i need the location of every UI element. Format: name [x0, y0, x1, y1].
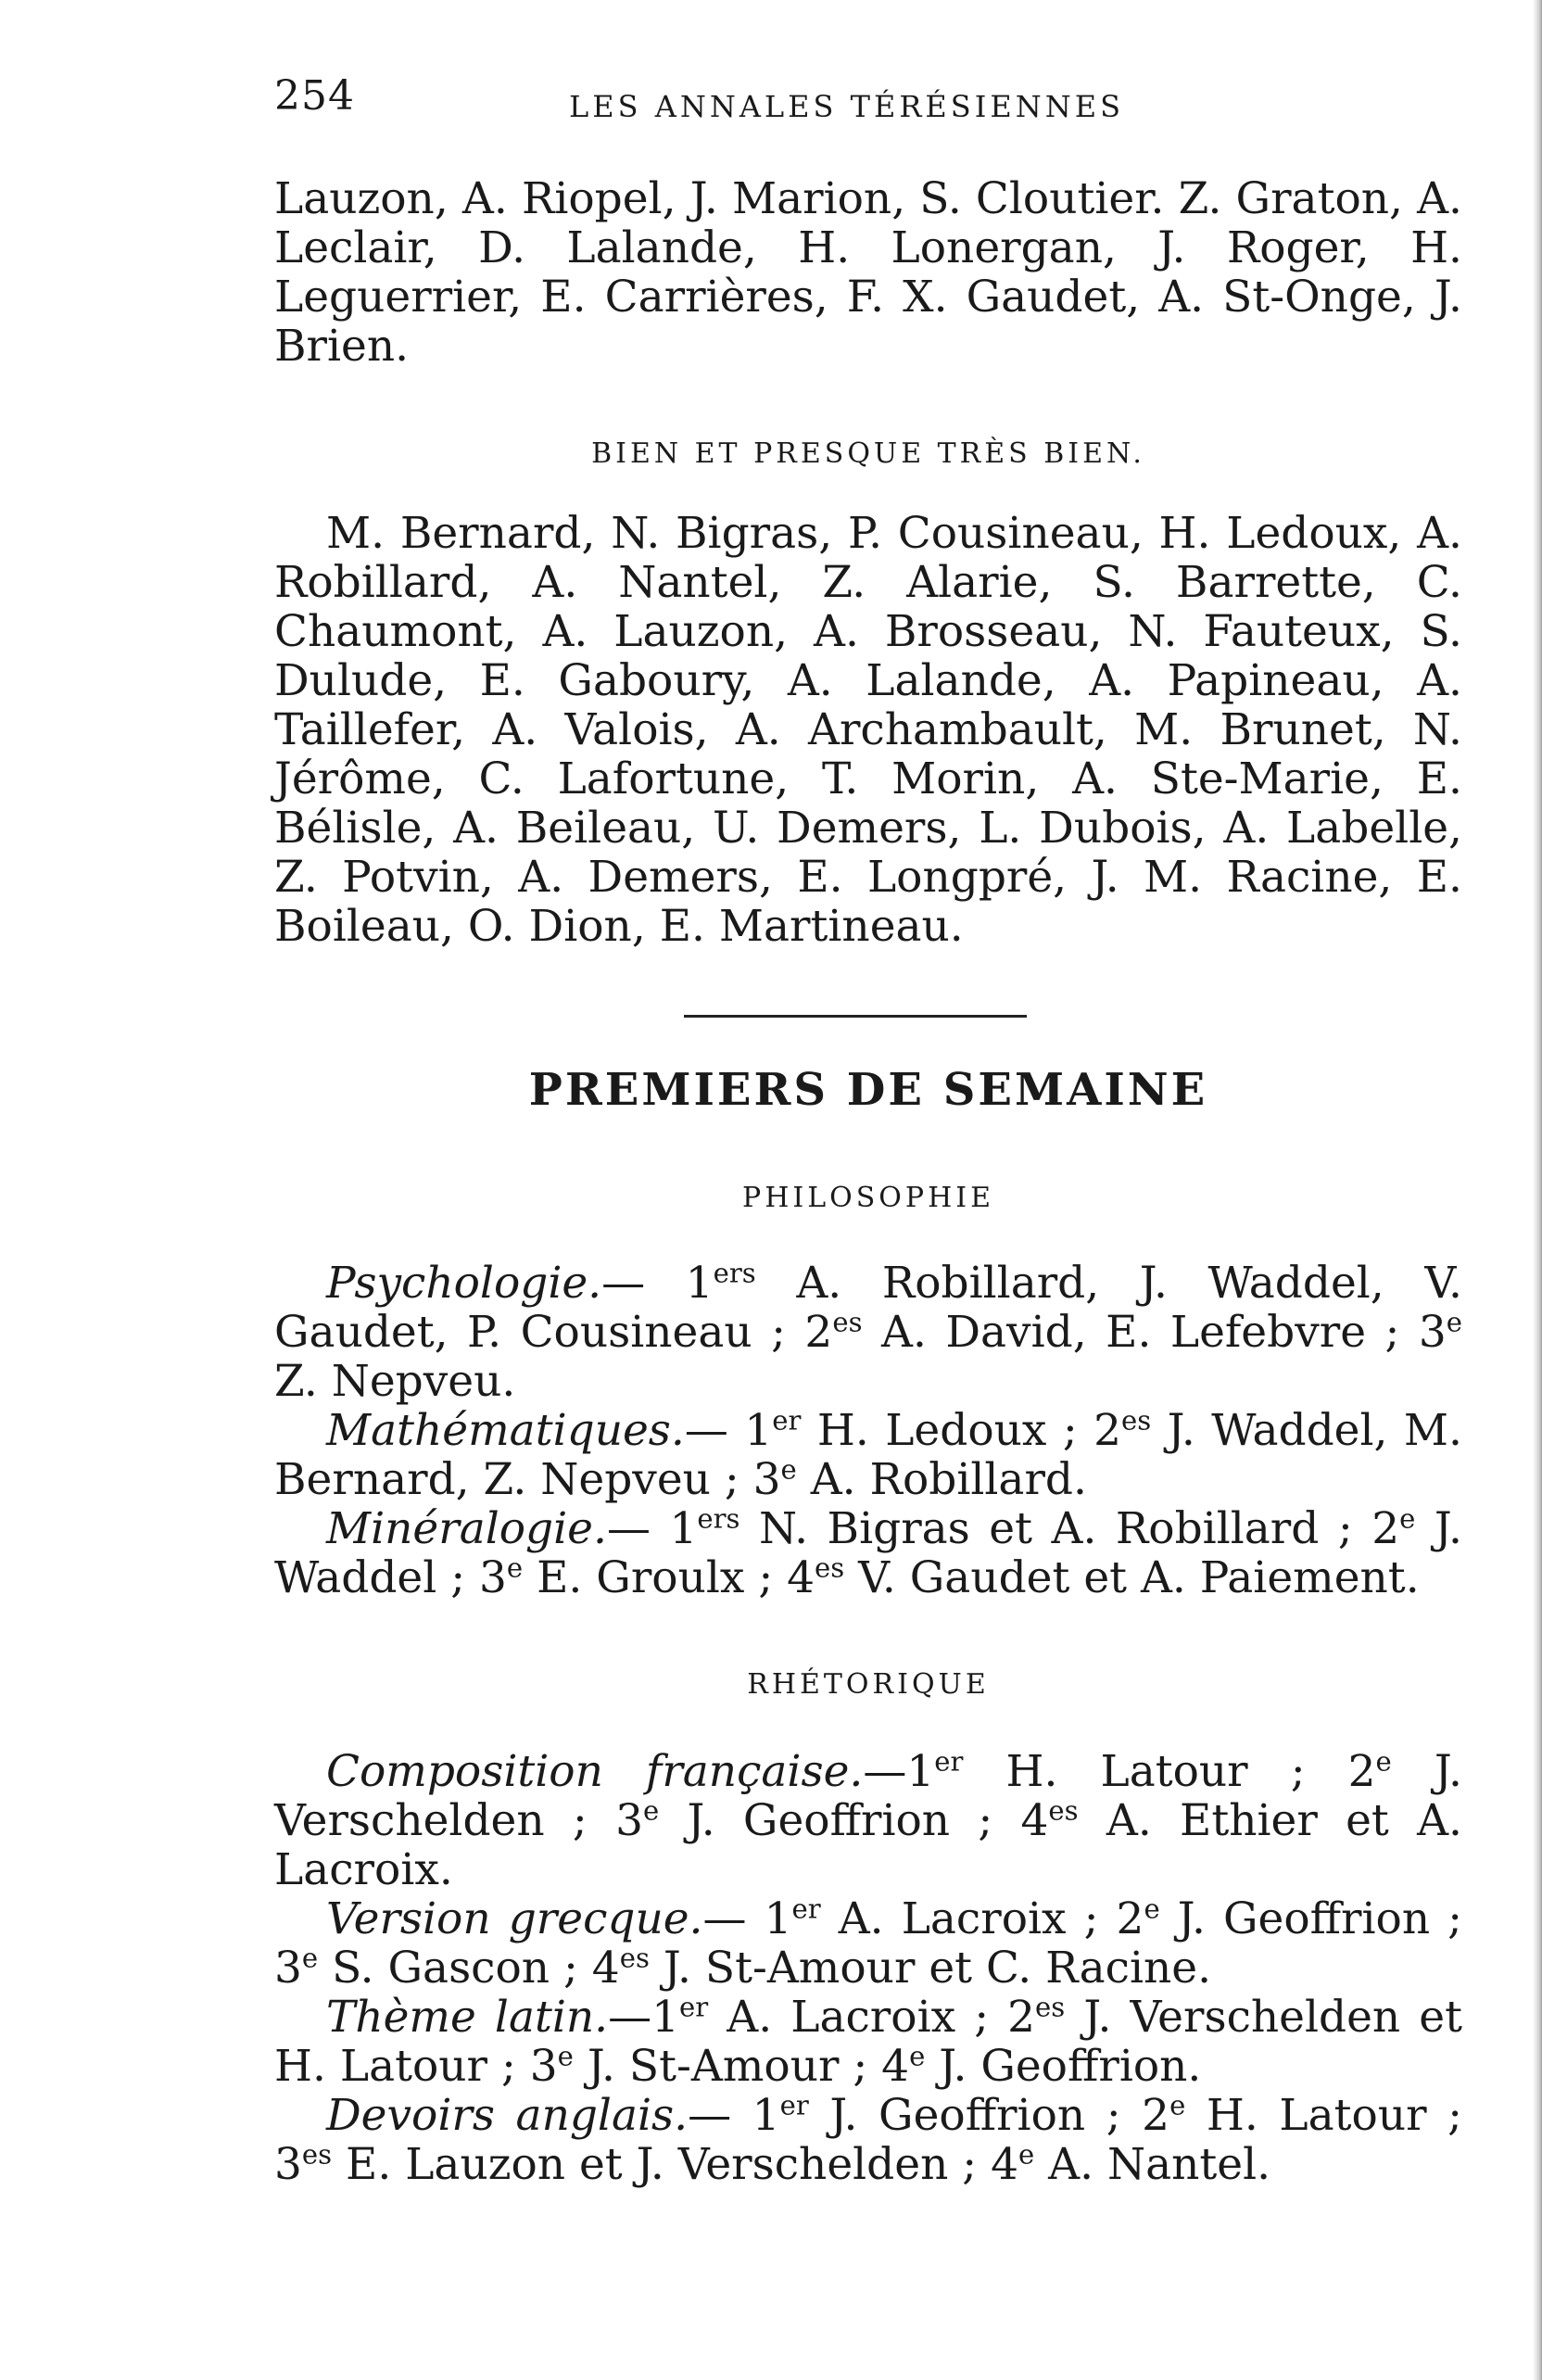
- rank-names: A. Robillard, J. Waddel, V. Gaudet, P. Cousineau ;: [274, 1258, 1462, 1358]
- rank-suffix: e: [301, 1942, 319, 1974]
- rank-names: A. Ethier et A. Lacroix.: [274, 1795, 1462, 1895]
- rhetorique-heading: RHÉTORIQUE: [747, 1668, 990, 1701]
- rank-number: 1: [752, 2090, 780, 2141]
- rank-number: 2: [1093, 1405, 1122, 1456]
- subject-dash: —: [608, 1992, 652, 2043]
- page-number: 254: [274, 72, 355, 120]
- subject-name: Devoirs anglais.: [326, 2090, 689, 2141]
- rank-names: J. Geoffrion.: [925, 2041, 1202, 2092]
- rank-suffix: er: [679, 1991, 709, 2023]
- philosophie-entries: [274, 1259, 1462, 1602]
- rank-suffix: es: [619, 1942, 650, 1974]
- rank-names: V. Gaudet et A. Paiement.: [844, 1552, 1420, 1603]
- rank-names: A. Robillard.: [796, 1454, 1087, 1505]
- ranking-entry: [274, 1259, 1462, 1406]
- rank-number: 1: [651, 1992, 679, 2043]
- rank-suffix: er: [772, 1404, 802, 1437]
- rank-number: 4: [787, 1552, 815, 1603]
- rank-names: J. Geoffrion ;: [1159, 1893, 1462, 1944]
- subject-name: Minéralogie.: [326, 1503, 607, 1554]
- rank-number: 4: [881, 2041, 910, 2092]
- rank-names: N. Bigras et A. Robillard ;: [739, 1503, 1372, 1554]
- rank-names: H. Ledoux ;: [801, 1405, 1094, 1456]
- rank-suffix: e: [1017, 2138, 1035, 2171]
- rank-suffix: er: [934, 1745, 964, 1778]
- rank-names: E. Lauzon et J. Verschelden ;: [332, 2139, 992, 2190]
- rank-number: 3: [752, 1454, 781, 1505]
- rank-number: 2: [1347, 1746, 1376, 1797]
- rank-suffix: e: [1399, 1502, 1416, 1535]
- rank-number: 1: [764, 1893, 792, 1944]
- rank-suffix: er: [791, 1893, 821, 1925]
- philosophie-heading: PHILOSOPHIE: [742, 1182, 994, 1214]
- rank-number: 4: [991, 2139, 1018, 2190]
- section-divider-rule: [684, 1015, 1027, 1018]
- rank-names: S. Gascon ;: [318, 1943, 592, 1994]
- ranking-entry: [274, 1504, 1462, 1602]
- rank-suffix: es: [1121, 1404, 1152, 1437]
- rank-suffix: e: [642, 1794, 660, 1827]
- rank-number: 3: [529, 2041, 558, 2092]
- rank-number: 4: [591, 1943, 620, 1994]
- rank-suffix: e: [1375, 1745, 1392, 1778]
- rank-number: 1: [685, 1258, 714, 1309]
- rank-suffix: e: [1446, 1306, 1462, 1338]
- rank-suffix: e: [780, 1453, 797, 1486]
- rank-number: 3: [1418, 1307, 1447, 1358]
- rank-suffix: es: [832, 1306, 863, 1338]
- rank-suffix: es: [301, 2138, 333, 2171]
- rank-number: 2: [1142, 2090, 1170, 2141]
- rank-names: Z. Nepveu.: [274, 1356, 516, 1407]
- rank-names: J. Geoffrion ;: [808, 2090, 1143, 2141]
- page-header: [274, 72, 1462, 137]
- section-title: PREMIERS DE SEMAINE: [528, 1064, 1208, 1116]
- rank-number: 3: [274, 2139, 302, 2190]
- continuation-paragraph: Lauzon, A. Riopel, J. Marion, S. Cloutier. Z. Graton, A. Leclair, D. Lalande, H. Lonergan, J. Roger, H. Leguerrier, E. Carrières, F. X. Gaudet, A. St-Onge, J. Brien.: [274, 173, 1462, 372]
- rank-number: 1: [906, 1746, 935, 1797]
- rank-names: A. Nantel.: [1034, 2139, 1271, 2190]
- rank-number: 2: [804, 1307, 833, 1358]
- subject-dash: —: [702, 1893, 765, 1944]
- rank-names: J. Geoffrion ;: [659, 1795, 1021, 1846]
- ranking-entry: [274, 1747, 1462, 1894]
- subject-name: Mathématiques.: [326, 1405, 685, 1456]
- rank-names: J. St-Amour et C. Racine.: [649, 1943, 1212, 1994]
- rank-names: J. Verschelden et H. Latour ;: [274, 1992, 1462, 2092]
- rank-number: 2: [1007, 1992, 1036, 2043]
- subject-dash: —: [684, 1405, 745, 1456]
- rank-suffix: es: [815, 1551, 845, 1584]
- rank-number: 2: [1116, 1893, 1144, 1944]
- subject-name: Version grecque.: [326, 1893, 703, 1944]
- ranking-entry: [274, 1993, 1462, 2091]
- rank-names: A. David, E. Lefebvre ;: [862, 1307, 1419, 1358]
- bien-paragraph: M. Bernard, N. Bigras, P. Cousineau, H. Ledoux, A. Robillard, A. Nantel, Z. Alarie, S. Barrette, C. Chaumont, A. Lauzon, A. Brosseau, N. Fauteux, S. Dulude, E. Gaboury, A. Lalande, A. Papineau, A. Taillefer, A. Valois, A. Archambault, M. Brunet, N. Jérôme, C. Lafortune, T. Morin, A. Ste-Marie, E. Bélisle, A. Beileau, U. Demers, L. Dubois, A. Labelle, Z. Potvin, A. Demers, E. Longpré, J. M. Racine, E. Boileau, O. Dion, E. Martineau.: [274, 508, 1462, 952]
- rank-number: 3: [478, 1552, 507, 1603]
- subject-dash: —: [688, 2090, 752, 2141]
- rank-suffix: es: [1035, 1991, 1066, 2023]
- ranking-entry: [274, 1406, 1462, 1504]
- rank-names: H. Latour ;: [963, 1746, 1348, 1797]
- rank-number: 3: [615, 1795, 643, 1846]
- rank-number: 2: [1371, 1503, 1400, 1554]
- rank-suffix: ers: [713, 1257, 756, 1289]
- rank-suffix: es: [1048, 1794, 1079, 1827]
- rank-suffix: ers: [697, 1502, 740, 1535]
- page-edge-shadow: [1533, 0, 1542, 2380]
- rank-names: J. St-Amour ;: [573, 2041, 882, 2092]
- rank-names: H. Latour ;: [1185, 2090, 1462, 2141]
- subject-name: Thème latin.: [326, 1992, 609, 2043]
- rank-suffix: e: [506, 1551, 524, 1584]
- subject-dash: —: [606, 1503, 670, 1554]
- rank-suffix: e: [909, 2040, 926, 2072]
- subject-dash: —: [863, 1746, 907, 1797]
- ranking-entry: [274, 1894, 1462, 1993]
- rank-names: J. Waddel, M. Bernard, Z. Nepveu ;: [274, 1405, 1462, 1505]
- rank-number: 1: [744, 1405, 773, 1456]
- subject-name: Psychologie.: [326, 1258, 602, 1309]
- bien-heading: BIEN ET PRESQUE TRÈS BIEN.: [591, 437, 1145, 470]
- rank-number: 4: [1020, 1795, 1049, 1846]
- ranking-entry: [274, 2091, 1462, 2189]
- rank-suffix: e: [557, 2040, 574, 2072]
- rank-names: J. Verschelden ;: [274, 1746, 1462, 1846]
- rank-names: A. Lacroix ;: [708, 1992, 1008, 2043]
- subject-name: Composition française.: [326, 1746, 864, 1797]
- rank-suffix: er: [779, 2089, 809, 2121]
- rank-names: E. Groulx ;: [523, 1552, 788, 1603]
- rank-number: 3: [274, 1943, 302, 1994]
- rank-suffix: e: [1169, 2089, 1186, 2121]
- rank-names: A. Lacroix ;: [820, 1893, 1117, 1944]
- rank-number: 1: [669, 1503, 698, 1554]
- running-head: LES ANNALES TÉRÉSIENNES: [569, 89, 1124, 124]
- rank-names: J. Waddel ;: [274, 1503, 1462, 1603]
- subject-dash: —: [601, 1258, 686, 1309]
- rank-suffix: e: [1144, 1893, 1160, 1925]
- rhetorique-entries: [274, 1747, 1462, 2189]
